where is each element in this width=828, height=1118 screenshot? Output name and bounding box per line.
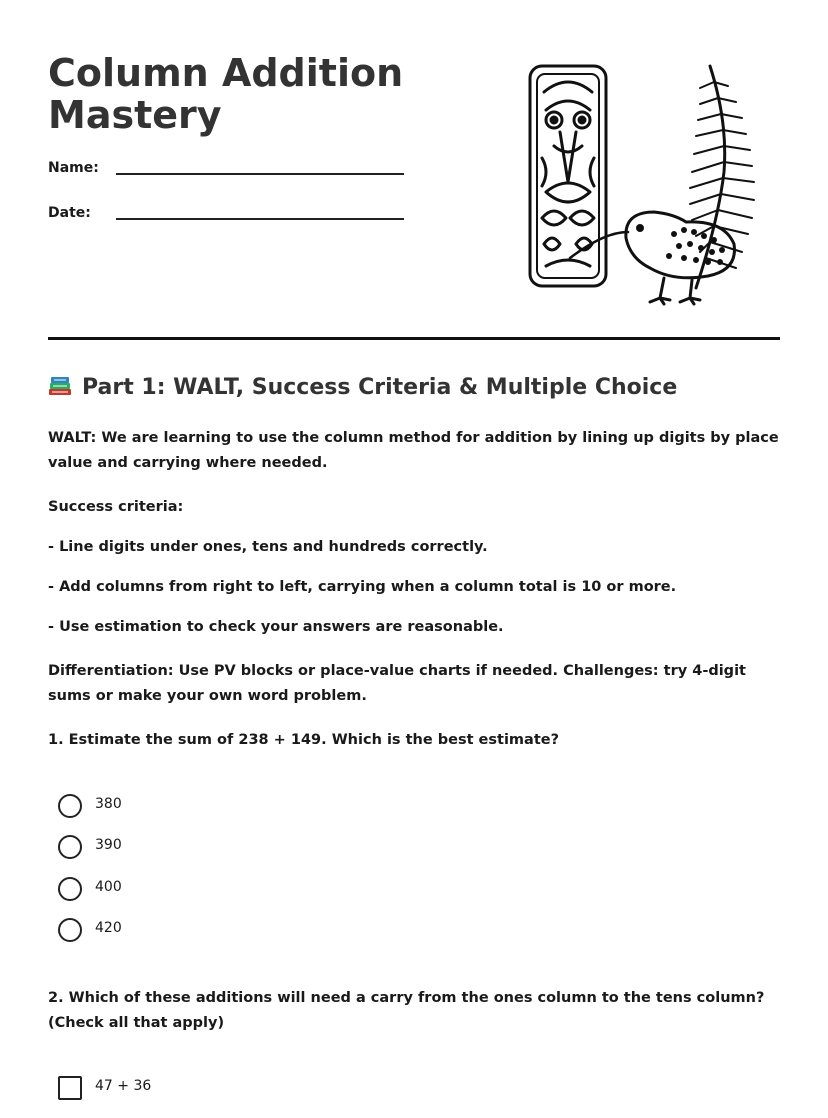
- pou-kiwi-fern-illustration: [524, 62, 784, 306]
- header-divider: [48, 337, 780, 340]
- date-field: [48, 205, 91, 221]
- name-write-line[interactable]: [116, 173, 404, 175]
- criteria-item: - Line digits under ones, tens and hundreds correctly.: [48, 539, 488, 555]
- radio-button[interactable]: [58, 877, 82, 901]
- radio-button[interactable]: [58, 918, 82, 942]
- differentiation-text: Differentiation: Use PV blocks or place-value charts if needed. Challenges: try 4-digit sums or make your own word problem.: [48, 663, 746, 704]
- q1-option-label: 420: [95, 920, 122, 936]
- q1-option-label: 390: [95, 837, 122, 853]
- question-1-prompt: 1. Estimate the sum of 238 + 149. Which is the best estimate?: [48, 732, 559, 748]
- checkbox[interactable]: [58, 1076, 82, 1100]
- radio-button[interactable]: [58, 794, 82, 818]
- books-icon: [48, 375, 72, 397]
- q1-option-label: 400: [95, 879, 122, 895]
- name-label: Name:: [48, 160, 99, 176]
- q2-option-label: 47 + 36: [95, 1078, 152, 1094]
- fern-frond-icon: [690, 66, 754, 288]
- name-field: [48, 160, 99, 176]
- radio-button[interactable]: [58, 835, 82, 859]
- walt-text: WALT: We are learning to use the column method for addition by lining up digits by place value and carrying where needed.: [48, 430, 779, 471]
- kiwi-bird-icon: [570, 212, 734, 304]
- part1-heading-text: Part 1: WALT, Success Criteria & Multiple Choice: [82, 375, 678, 400]
- criteria-item: - Use estimation to check your answers are reasonable.: [48, 619, 504, 635]
- criteria-item: - Add columns from right to left, carrying when a column total is 10 or more.: [48, 579, 677, 595]
- worksheet-title: Column Addition Mastery: [48, 51, 404, 137]
- success-criteria-title: Success criteria:: [48, 499, 184, 515]
- date-write-line[interactable]: [116, 218, 404, 220]
- part1-heading: [48, 375, 677, 400]
- date-label: Date:: [48, 205, 91, 221]
- q1-option-label: 380: [95, 796, 122, 812]
- question-2-prompt: 2. Which of these additions will need a carry from the ones column to the tens column? (Check all that apply): [48, 990, 765, 1031]
